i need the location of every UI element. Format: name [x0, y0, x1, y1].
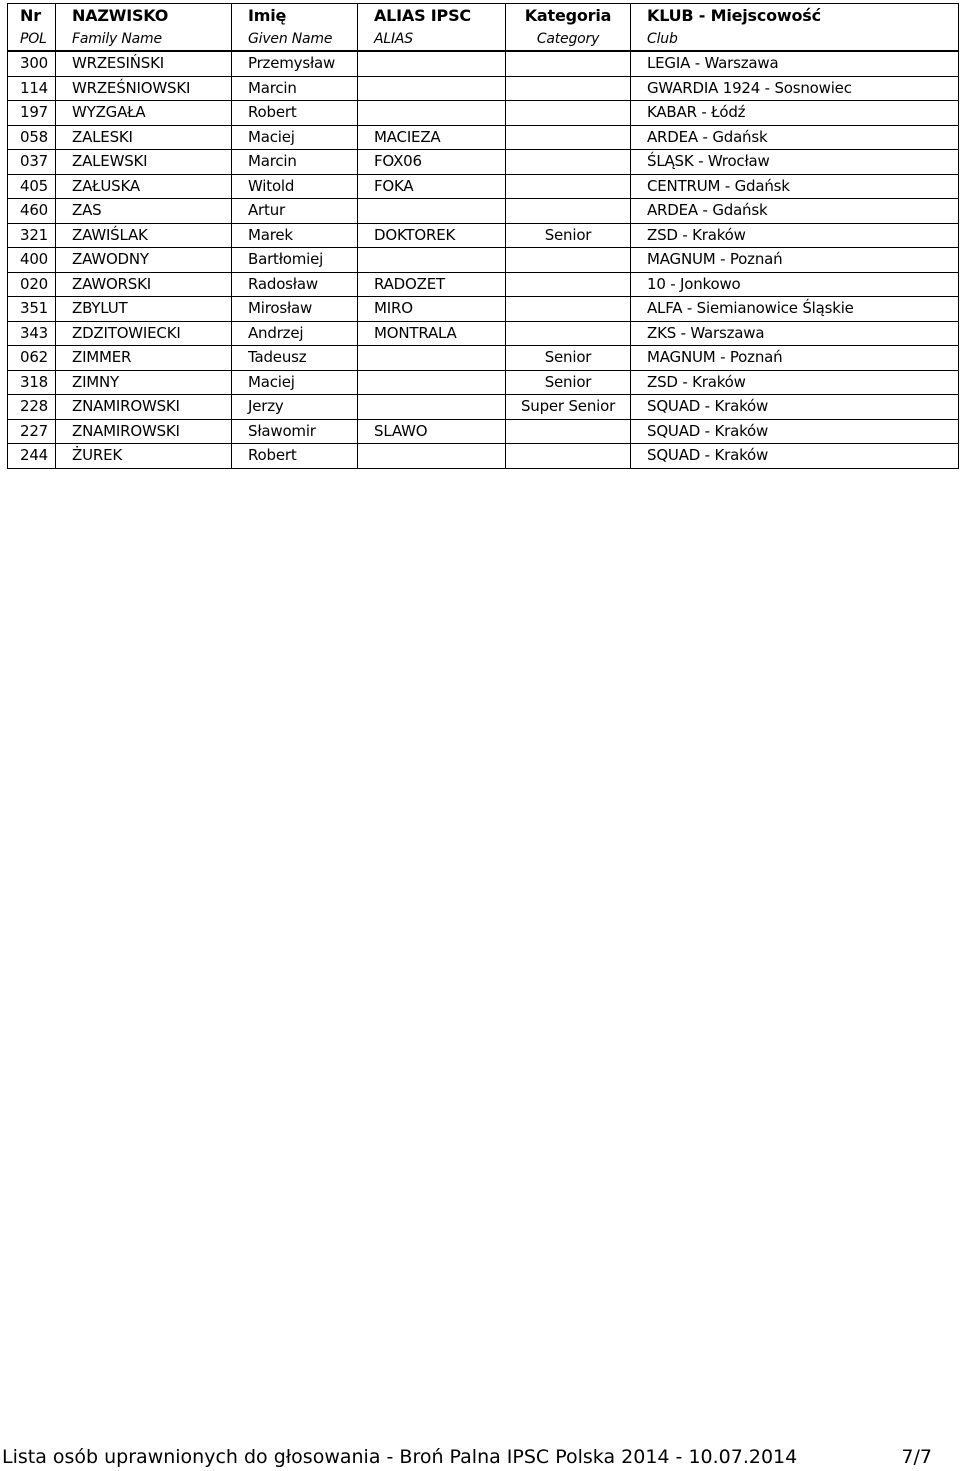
cell-category: [506, 297, 631, 322]
page-number: 7/7: [901, 1446, 932, 1468]
cell-surname: ZDZITOWIECKI: [56, 321, 232, 346]
table-row: [8, 321, 959, 346]
cell-club: GWARDIA 1924 - Sosnowiec: [631, 76, 959, 101]
cell-surname: WRZEŚNIOWSKI: [56, 76, 232, 101]
cell-nr: 318: [8, 370, 56, 395]
subheader-surname: Family Name: [56, 28, 232, 51]
cell-nr: 020: [8, 272, 56, 297]
cell-club: ALFA - Siemianowice Śląskie: [631, 297, 959, 322]
cell-alias: RADOZET: [358, 272, 506, 297]
cell-alias: MIRO: [358, 297, 506, 322]
table-row: [8, 444, 959, 469]
cell-alias: [358, 51, 506, 76]
cell-alias: [358, 395, 506, 420]
cell-category: [506, 76, 631, 101]
cell-nr: 321: [8, 223, 56, 248]
cell-surname: ŻUREK: [56, 444, 232, 469]
cell-category: Senior: [506, 370, 631, 395]
cell-nr: 400: [8, 248, 56, 273]
header-surname: NAZWISKO: [56, 4, 232, 29]
header-alias: ALIAS IPSC: [358, 4, 506, 29]
cell-given-name: Robert: [232, 101, 358, 126]
header-category: Kategoria: [506, 4, 631, 29]
cell-alias: MONTRALA: [358, 321, 506, 346]
cell-alias: SLAWO: [358, 419, 506, 444]
cell-category: [506, 248, 631, 273]
cell-club: MAGNUM - Poznań: [631, 346, 959, 371]
cell-nr: 343: [8, 321, 56, 346]
table-row: [8, 76, 959, 101]
cell-nr: 058: [8, 125, 56, 150]
cell-nr: 405: [8, 174, 56, 199]
cell-club: ZSD - Kraków: [631, 223, 959, 248]
table-row: [8, 297, 959, 322]
cell-club: MAGNUM - Poznań: [631, 248, 959, 273]
cell-alias: [358, 199, 506, 224]
table-row: [8, 223, 959, 248]
cell-nr: 244: [8, 444, 56, 469]
cell-club: SQUAD - Kraków: [631, 444, 959, 469]
cell-alias: FOKA: [358, 174, 506, 199]
cell-club: ZKS - Warszawa: [631, 321, 959, 346]
cell-category: [506, 272, 631, 297]
subheader-nr: POL: [8, 28, 56, 51]
cell-surname: ZAŁUSKA: [56, 174, 232, 199]
cell-category: Senior: [506, 346, 631, 371]
cell-surname: WRZESIŃSKI: [56, 51, 232, 76]
table-row: [8, 419, 959, 444]
cell-club: ŚLĄSK - Wrocław: [631, 150, 959, 175]
table-row: [8, 174, 959, 199]
cell-alias: DOKTOREK: [358, 223, 506, 248]
table-subheader-row: [8, 28, 959, 51]
cell-category: [506, 125, 631, 150]
table-row: [8, 125, 959, 150]
cell-category: [506, 444, 631, 469]
cell-given-name: Przemysław: [232, 51, 358, 76]
cell-category: [506, 199, 631, 224]
cell-nr: 300: [8, 51, 56, 76]
cell-given-name: Artur: [232, 199, 358, 224]
cell-given-name: Tadeusz: [232, 346, 358, 371]
cell-nr: 114: [8, 76, 56, 101]
subheader-alias: ALIAS: [358, 28, 506, 51]
cell-club: SQUAD - Kraków: [631, 395, 959, 420]
cell-alias: [358, 444, 506, 469]
cell-surname: ZIMNY: [56, 370, 232, 395]
cell-given-name: Jerzy: [232, 395, 358, 420]
table-row: [8, 150, 959, 175]
table-row: [8, 199, 959, 224]
cell-category: [506, 101, 631, 126]
cell-nr: 197: [8, 101, 56, 126]
cell-nr: 062: [8, 346, 56, 371]
cell-category: [506, 51, 631, 76]
cell-nr: 037: [8, 150, 56, 175]
cell-given-name: Maciej: [232, 370, 358, 395]
cell-category: Senior: [506, 223, 631, 248]
page-footer: [0, 1444, 932, 1470]
cell-given-name: Maciej: [232, 125, 358, 150]
cell-alias: [358, 370, 506, 395]
footer-title: Lista osób uprawnionych do głosowania - Broń Palna IPSC Polska 2014 - 10.07.2014: [2, 1446, 798, 1468]
cell-club: SQUAD - Kraków: [631, 419, 959, 444]
table-row: [8, 272, 959, 297]
cell-surname: ZALEWSKI: [56, 150, 232, 175]
cell-given-name: Radosław: [232, 272, 358, 297]
cell-club: ARDEA - Gdańsk: [631, 199, 959, 224]
cell-surname: WYZGAŁA: [56, 101, 232, 126]
cell-alias: [358, 248, 506, 273]
cell-club: ARDEA - Gdańsk: [631, 125, 959, 150]
header-nr: Nr: [8, 4, 56, 29]
cell-surname: ZAWIŚLAK: [56, 223, 232, 248]
cell-given-name: Robert: [232, 444, 358, 469]
header-given-name: Imię: [232, 4, 358, 29]
cell-category: [506, 419, 631, 444]
cell-surname: ZALESKI: [56, 125, 232, 150]
subheader-category: Category: [506, 28, 631, 51]
cell-club: LEGIA - Warszawa: [631, 51, 959, 76]
table-row: [8, 370, 959, 395]
cell-category: [506, 150, 631, 175]
cell-category: [506, 321, 631, 346]
cell-alias: [358, 76, 506, 101]
cell-nr: 351: [8, 297, 56, 322]
cell-club: CENTRUM - Gdańsk: [631, 174, 959, 199]
cell-surname: ZAWORSKI: [56, 272, 232, 297]
members-table: [7, 3, 959, 469]
header-club: KLUB - Miejscowość: [631, 4, 959, 29]
subheader-given-name: Given Name: [232, 28, 358, 51]
table-header-row: [8, 4, 959, 29]
cell-club: 10 - Jonkowo: [631, 272, 959, 297]
cell-category: Super Senior: [506, 395, 631, 420]
cell-surname: ZBYLUT: [56, 297, 232, 322]
cell-given-name: Sławomir: [232, 419, 358, 444]
table-row: [8, 101, 959, 126]
cell-alias: FOX06: [358, 150, 506, 175]
cell-club: KABAR - Łódź: [631, 101, 959, 126]
cell-surname: ZNAMIROWSKI: [56, 419, 232, 444]
cell-given-name: Marek: [232, 223, 358, 248]
subheader-club: Club: [631, 28, 959, 51]
cell-given-name: Witold: [232, 174, 358, 199]
cell-club: ZSD - Kraków: [631, 370, 959, 395]
cell-nr: 227: [8, 419, 56, 444]
cell-given-name: Marcin: [232, 150, 358, 175]
cell-nr: 228: [8, 395, 56, 420]
table-row: [8, 395, 959, 420]
table-row: [8, 346, 959, 371]
table-row: [8, 51, 959, 76]
cell-alias: [358, 346, 506, 371]
cell-nr: 460: [8, 199, 56, 224]
cell-alias: MACIEZA: [358, 125, 506, 150]
table-row: [8, 248, 959, 273]
cell-category: [506, 174, 631, 199]
cell-surname: ZIMMER: [56, 346, 232, 371]
cell-given-name: Mirosław: [232, 297, 358, 322]
cell-surname: ZAWODNY: [56, 248, 232, 273]
cell-given-name: Andrzej: [232, 321, 358, 346]
cell-given-name: Marcin: [232, 76, 358, 101]
cell-surname: ZAS: [56, 199, 232, 224]
cell-given-name: Bartłomiej: [232, 248, 358, 273]
cell-surname: ZNAMIROWSKI: [56, 395, 232, 420]
cell-alias: [358, 101, 506, 126]
